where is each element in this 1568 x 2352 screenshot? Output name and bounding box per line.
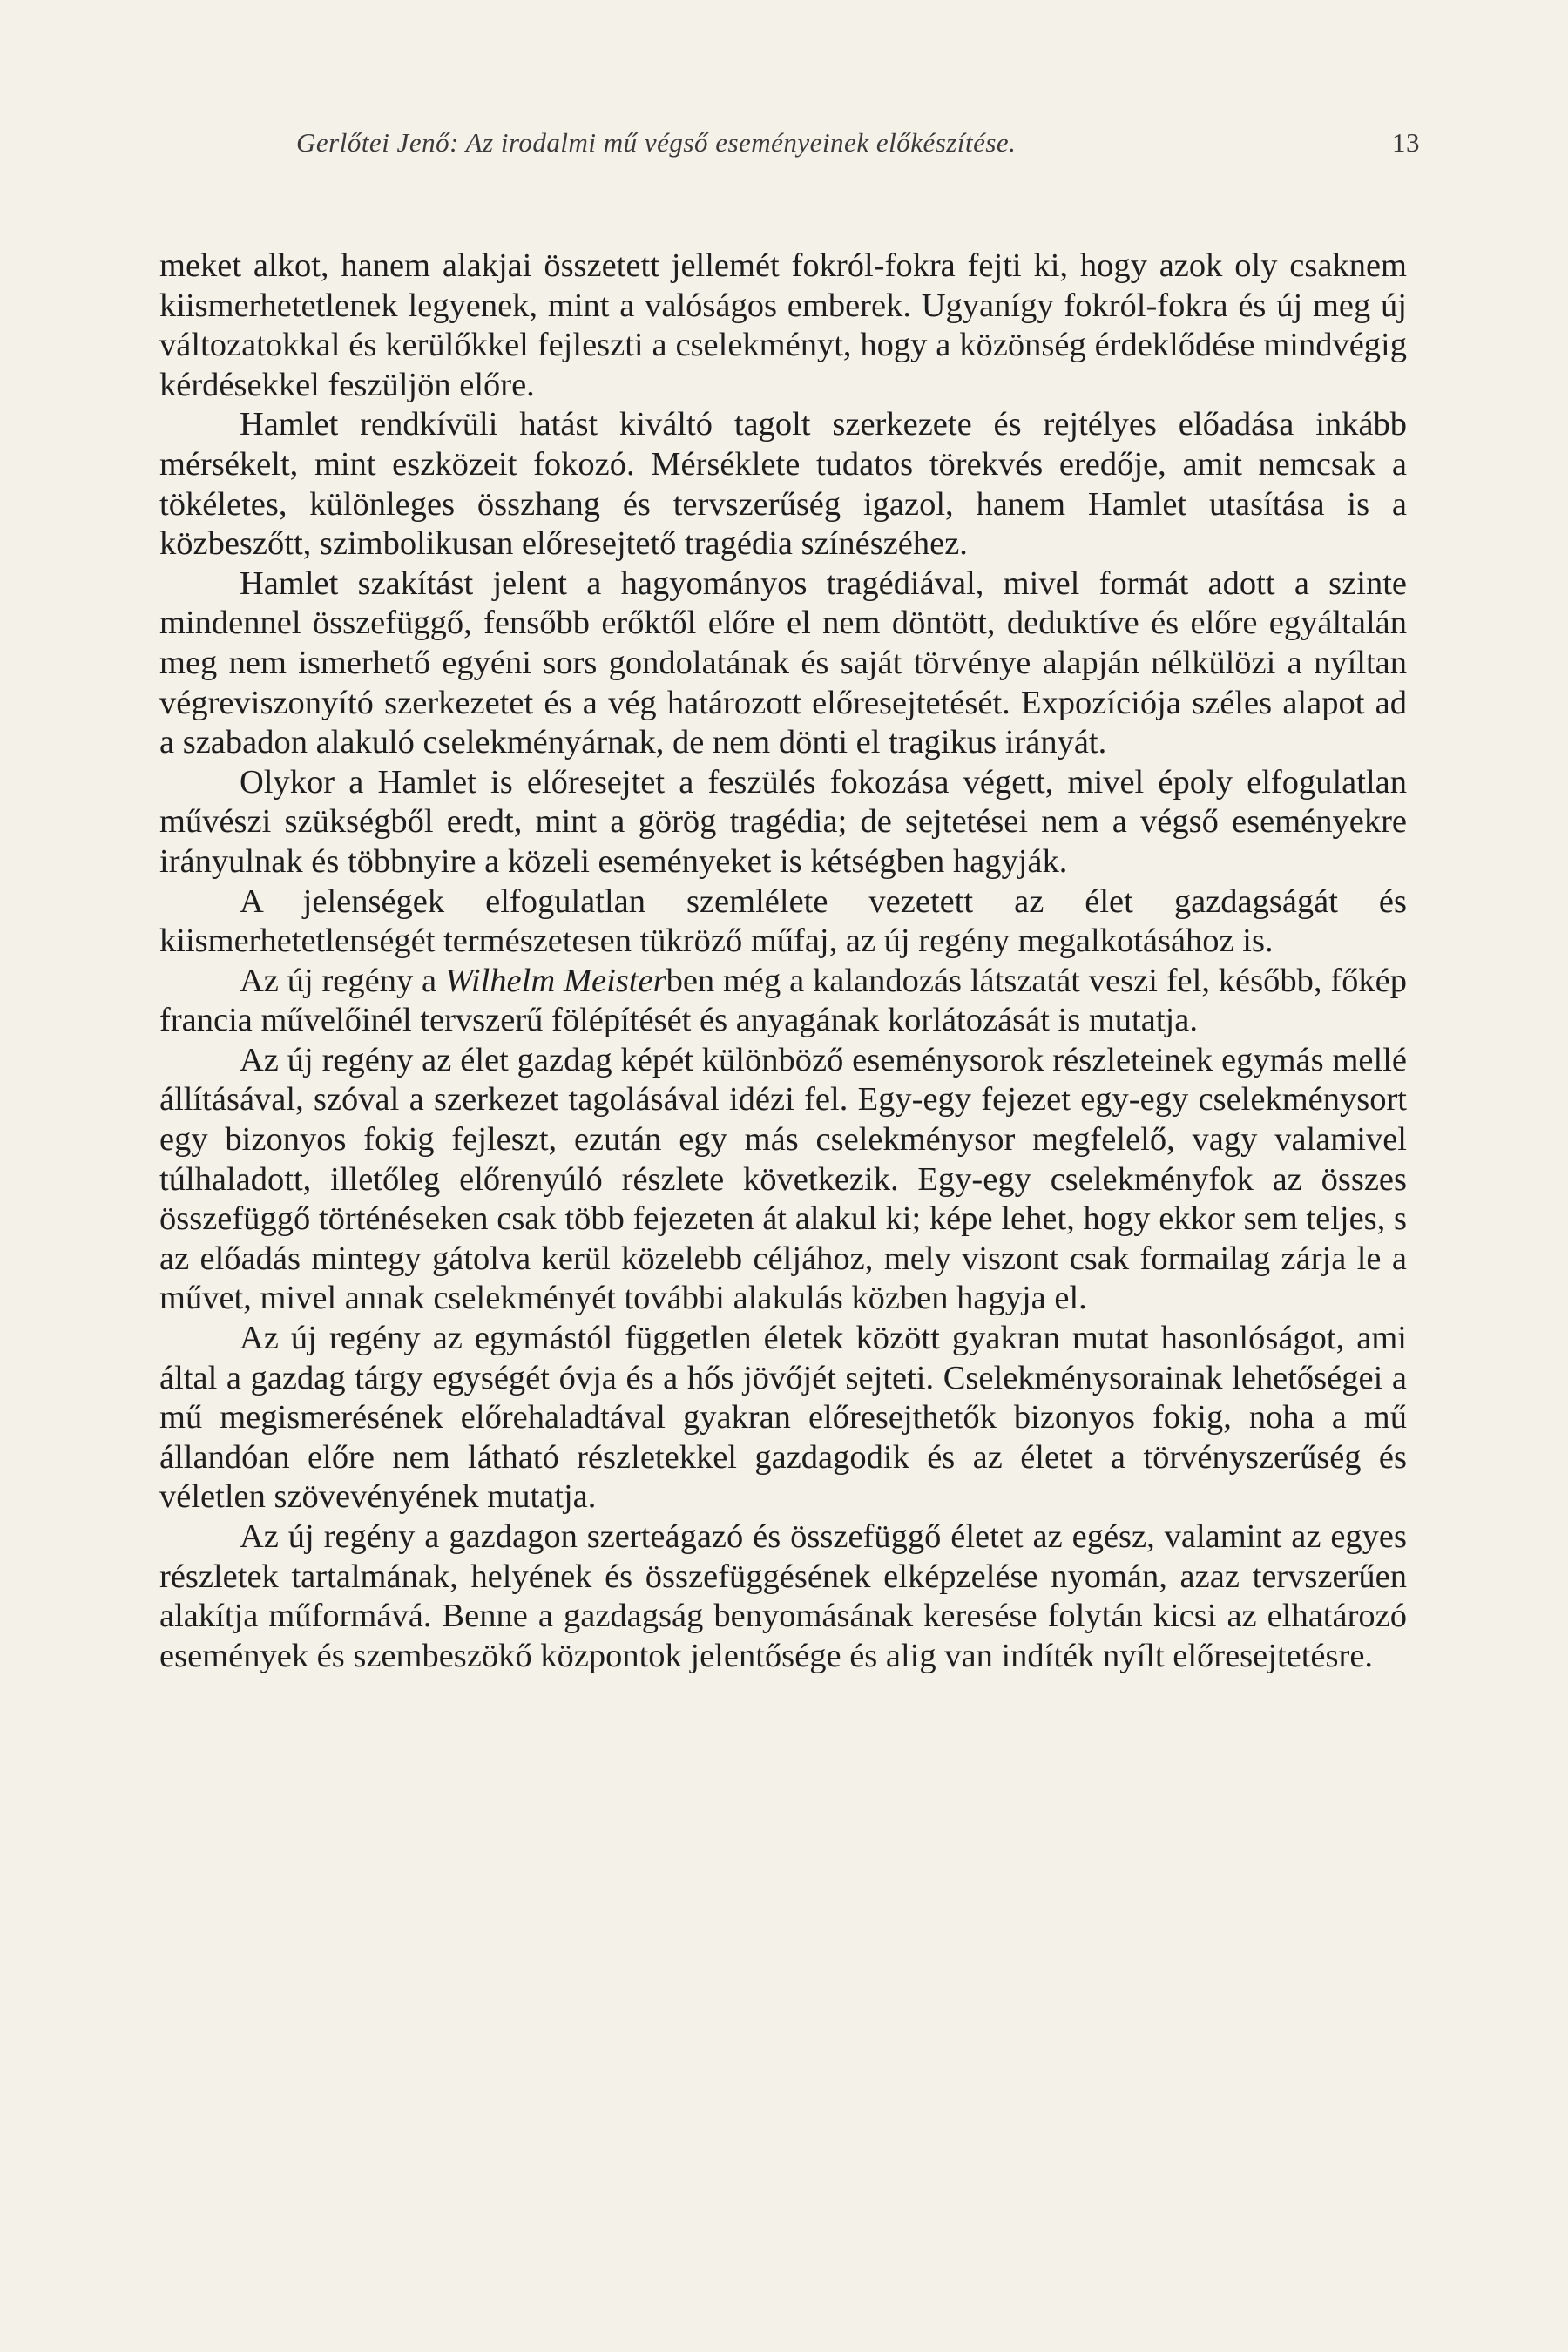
page-number: 13 — [1392, 127, 1420, 158]
paragraph-6-before: Az új regény a — [240, 962, 445, 999]
paragraph-3: Hamlet szakítást jelent a hagyományos tragédiával, mivel formát adott a szinte mindennel összefüggő, fensőbb erőktől előre el nem döntött, deduktíve és előre egyáltalán meg nem ismerhető egyéni sors gondolatának és saját törvénye alapján nélkülözi a nyíltan végreviszonyító szerkezetet és a vég határozott előresejtetését. Expozíciója széles alapot ad a szabadon alakuló cselekményárnak, de nem dönti el tragikus irányát. — [159, 564, 1407, 761]
body-text — [159, 247, 1407, 1676]
paragraph-1: meket alkot, hanem alakjai összetett jellemét fokról-fokra fejti ki, hogy azok oly csaknem kiismerhetetlenek legyenek, mint a valóságos emberek. Ugyanígy fokról-fokra és új meg új változatokkal és kerülőkkel fejleszti a cselekményt, hogy a közönség érdeklődése mindvégig kérdésekkel feszüljön előre. — [159, 247, 1407, 403]
paragraph-2: Hamlet rendkívüli hatást kiváltó tagolt szerkezete és rejtélyes előadása inkább mérsékelt, mint eszközeit fokozó. Mérséklete tudatos törekvés eredője, amit nemcsak a tökéletes, különleges összhang és tervszerűség igazol, hanem Hamlet utasítása is a közbeszőtt, szimbolikusan előresejtető tragédia színészéhez. — [159, 406, 1407, 563]
paragraph-5: A jelenségek elfogulatlan szemlélete vezetett az élet gazdagságát és kiismerhetetlenségét természetesen tükröző műfaj, az új regény megalkotásához is. — [159, 882, 1407, 960]
running-head — [296, 127, 1420, 171]
paragraph-6-after: ben még a kalandozás látszatát veszi fel, később, főkép francia művelőinél tervszerű fölépítését és anyagának korlátozását is mutatja. — [159, 962, 1407, 1039]
paragraph-4: Olykor a Hamlet is előresejtet a feszülés fokozása végett, mivel époly elfogulatlan művészi szükségből eredt, mint a görög tragédia; de sejtetései nem a végső eseményekre irányulnak és többnyire a közeli eseményeket is kétségben hagyják. — [159, 763, 1407, 880]
paragraph-7: Az új regény az élet gazdag képét különböző eseménysorok részleteinek egymás mellé állításával, szóval a szerkezet tagolásával idézi fel. Egy-egy fejezet egy-egy cselekménysort egy bizonyos fokig fejleszt, ezután egy más cselekménysor megfelelő, vagy valamivel túlhaladott, illetőleg előrenyúló részlete következik. Egy-egy cselekményfok az összes összefüggő történéseken csak több fejezeten át alakul ki; képe lehet, hogy ekkor sem teljes, s az előadás mintegy gátolva kerül közelebb céljához, mely viszont csak formailag zárja le a művet, mivel annak cselekményét további alakulás közben hagyja el. — [159, 1041, 1407, 1317]
paragraph-6 — [159, 962, 1407, 1041]
paragraph-8: Az új regény az egymástól független életek között gyakran mutat hasonlóságot, ami által a gazdag tárgy egységét óvja és a hős jövőjét sejteti. Cselekménysorainak lehetőségei a mű megismerésének előrehaladtával gyakran előresejthetők bizonyos fokig, noha a mű állandóan előre nem látható részletekkel gazdagodik és az életet a törvényszerűség és véletlen szövevényének mutatja. — [159, 1320, 1407, 1516]
paragraph-9: Az új regény a gazdagon szerteágazó és összefüggő életet az egész, valamint az egyes részletek tartalmának, helyének és összefüggésének elképzelése nyomán, azaz tervszerűen alakítja műformává. Benne a gazdagság benyomásának keresése folytán kicsi az elhatározó események és szembeszökő központok jelentősége és alig van indíték nyílt előresejtetésre. — [159, 1518, 1407, 1674]
running-head-title: Gerlőtei Jenő: Az irodalmi mű végső eseményeinek előkészítése. — [296, 127, 1017, 158]
work-title-wilhelm-meister: Wilhelm Meister — [444, 962, 666, 999]
